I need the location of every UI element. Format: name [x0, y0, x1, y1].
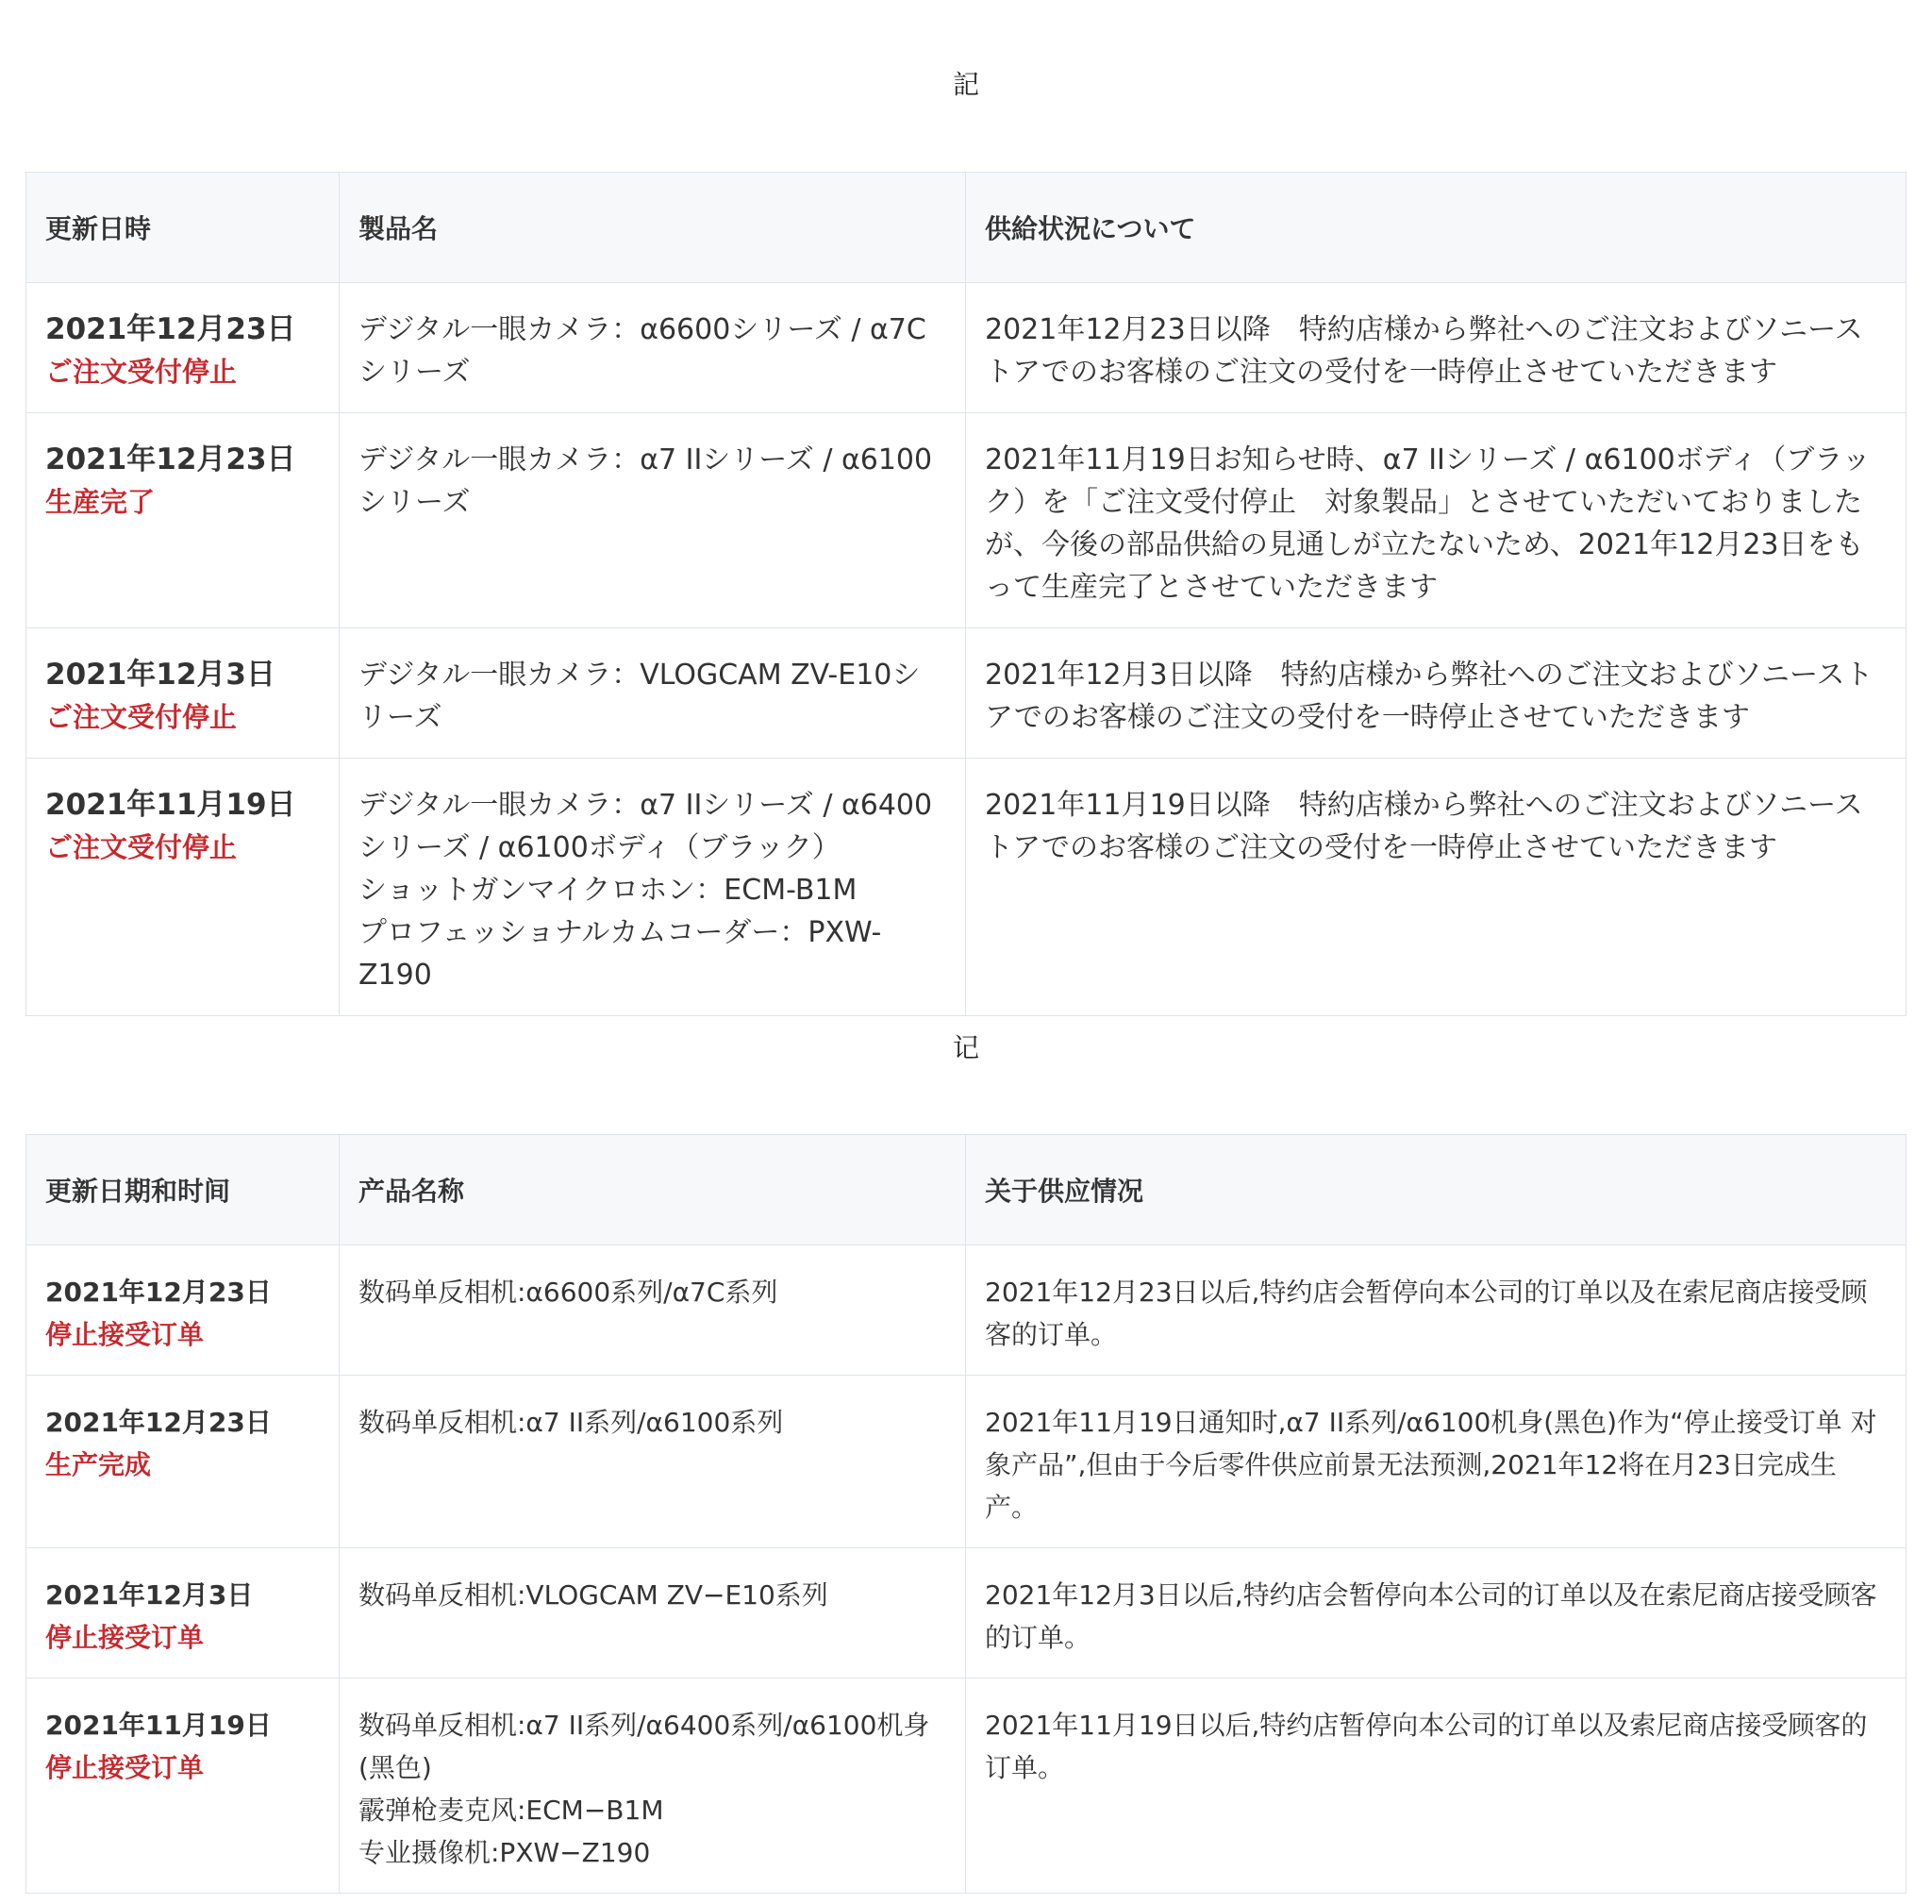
table-header-row	[26, 173, 1907, 283]
update-date: 2021年11月19日	[45, 1710, 272, 1741]
product-cell	[340, 413, 966, 628]
update-cell	[26, 413, 340, 628]
update-cell	[26, 1679, 340, 1894]
product-cell	[340, 283, 966, 413]
supply-status-text: 2021年11月19日以降 特約店様から弊社へのご注文およびソニーストアでのお客様のご注文の受付を一時停止させていただきます	[966, 759, 1907, 1016]
supply-table-ja	[25, 172, 1907, 1016]
table-row	[26, 1245, 1907, 1376]
product-name: デジタル一眼カメラ：α6600シリーズ / α7Cシリーズ	[358, 313, 926, 389]
status-label: ご注文受付停止	[45, 831, 238, 863]
update-cell	[26, 283, 340, 413]
product-name: 数码单反相机:α6600系列/α7C系列	[358, 1277, 778, 1308]
table-row	[26, 1376, 1907, 1548]
column-header-product: 製品名	[340, 173, 966, 283]
product-name: ショットガンマイクロホン：ECM-B1M	[358, 874, 858, 907]
update-cell	[26, 1245, 340, 1376]
supply-status-text: 2021年11月19日お知らせ時、α7 IIシリーズ / α6100ボディ（ブラック）を「ご注文受付停止 対象製品」とさせていただいておりましたが、今後の部品供給の見通しが立たないため、2021年12月23日をもって生産完了とさせていただきます	[966, 413, 1907, 628]
table-row	[26, 759, 1907, 1016]
table-row	[26, 1548, 1907, 1679]
supply-status-text: 2021年11月19日通知时,α7 II系列/α6100机身(黑色)作为“停止接受订单 对象产品”,但由于今后零件供应前景无法预测,2021年12将在月23日完成生产。	[966, 1376, 1907, 1548]
status-label: 停止接受订单	[45, 1622, 205, 1653]
product-cell	[340, 1245, 966, 1376]
product-name: 数码单反相机:α7 II系列/α6100系列	[358, 1407, 784, 1438]
status-label: ご注文受付停止	[45, 356, 238, 388]
product-cell	[340, 628, 966, 759]
product-name: 霰弹枪麦克风:ECM−B1M	[358, 1795, 664, 1826]
product-name: プロフェッショナルカムコーダー：PXW-Z190	[358, 916, 882, 992]
update-date: 2021年12月3日	[45, 658, 275, 692]
update-date: 2021年12月3日	[45, 1579, 254, 1611]
product-cell	[340, 1548, 966, 1679]
product-cell	[340, 1376, 966, 1548]
supply-status-text: 2021年11月19日以后,特约店暂停向本公司的订单以及索尼商店接受顾客的订单。	[966, 1679, 1907, 1894]
column-header-supply: 关于供应情况	[966, 1135, 1907, 1245]
heading-ja: 記	[952, 69, 979, 100]
status-label: 停止接受订单	[45, 1319, 205, 1350]
product-cell	[340, 1679, 966, 1894]
supply-table-zh	[25, 1134, 1907, 1894]
column-header-updated: 更新日時	[26, 173, 340, 283]
update-cell	[26, 628, 340, 759]
product-cell	[340, 759, 966, 1016]
supply-status-text: 2021年12月3日以后,特约店会暂停向本公司的订单以及在索尼商店接受顾客的订单。	[966, 1548, 1907, 1679]
product-name: デジタル一眼カメラ：α7 IIシリーズ / α6400シリーズ / α6100ボディ（ブラック）	[358, 789, 933, 864]
update-date: 2021年12月23日	[45, 1407, 272, 1438]
column-header-product: 产品名称	[340, 1135, 966, 1245]
update-cell	[26, 1548, 340, 1679]
table-row	[26, 283, 1907, 413]
supply-status-text: 2021年12月3日以降 特約店様から弊社へのご注文およびソニーストアでのお客様のご注文の受付を一時停止させていただきます	[966, 628, 1907, 759]
status-label: 生産完了	[45, 486, 156, 518]
product-name: 数码单反相机:α7 II系列/α6400系列/α6100机身(黑色)	[358, 1710, 930, 1783]
product-name: デジタル一眼カメラ：VLOGCAM ZV-E10シリーズ	[358, 659, 921, 734]
table-row	[26, 1679, 1907, 1894]
status-label: 生产完成	[45, 1449, 152, 1480]
update-cell	[26, 759, 340, 1016]
product-name: デジタル一眼カメラ：α7 IIシリーズ / α6100シリーズ	[358, 443, 933, 519]
table-row	[26, 628, 1907, 759]
table-body-ja	[26, 283, 1907, 1016]
update-date: 2021年11月19日	[45, 788, 296, 822]
update-cell	[26, 1376, 340, 1548]
supply-status-text: 2021年12月23日以后,特约店会暂停向本公司的订单以及在索尼商店接受顾客的订单。	[966, 1245, 1907, 1376]
update-date: 2021年12月23日	[45, 1277, 272, 1308]
column-header-updated: 更新日期和时间	[26, 1135, 340, 1245]
table-row	[26, 413, 1907, 628]
update-date: 2021年12月23日	[45, 443, 296, 476]
table-body-zh	[26, 1245, 1907, 1894]
product-name: 专业摄像机:PXW−Z190	[358, 1837, 651, 1868]
status-label: ご注文受付停止	[45, 701, 238, 733]
supply-status-text: 2021年12月23日以降 特約店様から弊社へのご注文およびソニーストアでのお客様のご注文の受付を一時停止させていただきます	[966, 283, 1907, 413]
column-header-supply: 供給状況について	[966, 173, 1907, 283]
update-date: 2021年12月23日	[45, 312, 296, 346]
status-label: 停止接受订单	[45, 1752, 205, 1783]
heading-zh: 记	[952, 1032, 979, 1063]
product-name: 数码单反相机:VLOGCAM ZV−E10系列	[358, 1579, 828, 1611]
table-header-row	[26, 1135, 1907, 1245]
